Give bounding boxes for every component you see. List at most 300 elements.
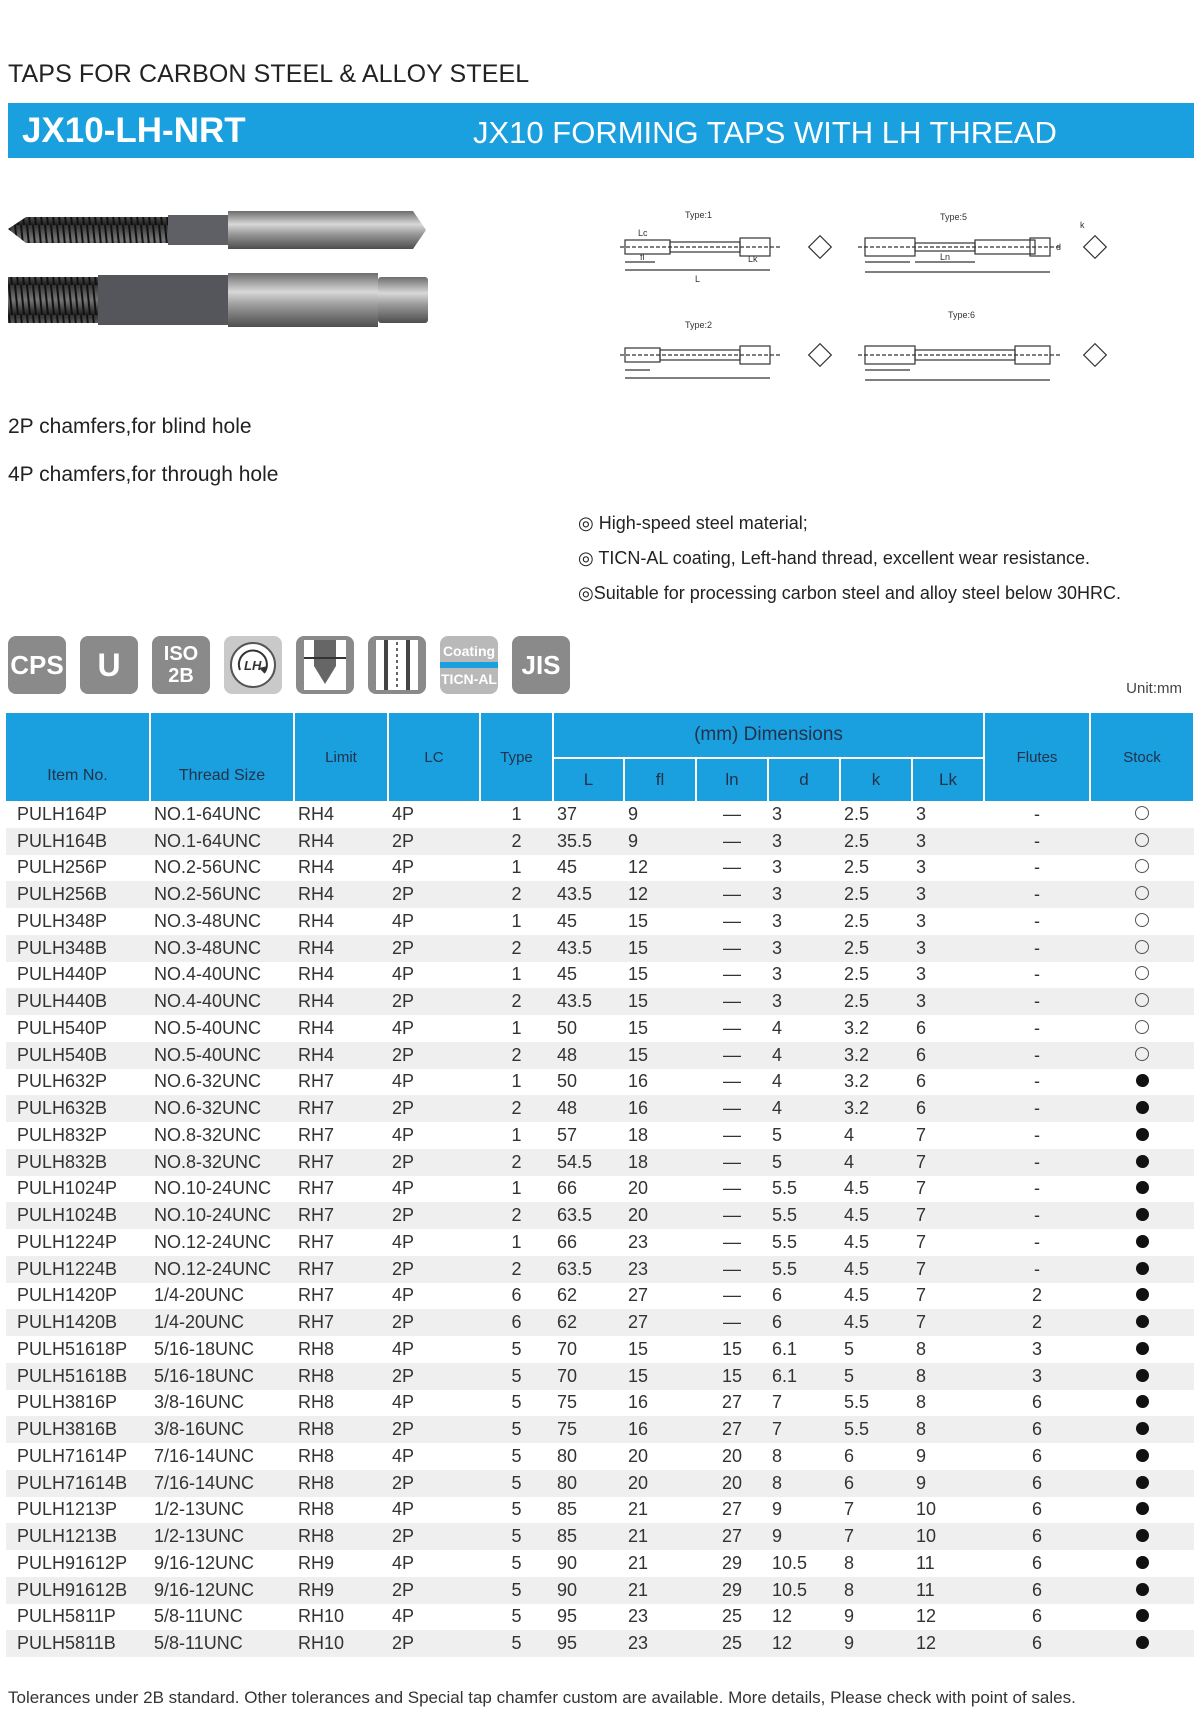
cell-dim-d: 4 [768, 1042, 840, 1069]
cell-type: 1 [511, 1071, 522, 1092]
dim-fl-label: fl [640, 252, 645, 262]
cell-dim-fl: 20 [628, 1178, 649, 1199]
cell-flutes: - [1034, 1178, 1041, 1199]
cell-dim-k: 2.5 [840, 881, 912, 908]
cell-dim-ln: — [723, 1017, 741, 1038]
coating-badge-bottom: TICN-AL [441, 671, 497, 687]
cell-flutes: 6 [1032, 1552, 1043, 1573]
cell-dim-lk: 12 [916, 1606, 937, 1627]
cell-limit: RH10 [294, 1630, 388, 1657]
cell-thread-size: NO.5-40UNC [150, 1042, 294, 1069]
cell-dim-k: 2.5 [844, 964, 870, 985]
cell-dim-k: 4.5 [844, 1231, 870, 1252]
cell-lc: 4P [392, 1338, 415, 1359]
cell-type: 5 [511, 1392, 522, 1413]
in-stock-icon [1136, 1181, 1149, 1194]
cell-dim-l: 35.5 [553, 828, 624, 855]
cell-dim-fl: 20 [624, 1202, 696, 1229]
cell-dim-k: 6 [844, 1445, 855, 1466]
cell-dim-d: 5.5 [768, 1202, 840, 1229]
cell-limit: RH8 [294, 1363, 388, 1390]
cell-dim-k: 3.2 [844, 1071, 870, 1092]
cell-limit: RH7 [298, 1178, 335, 1199]
cell-type: 1 [511, 1017, 522, 1038]
cell-dim-l: 62 [557, 1285, 578, 1306]
cell-item-no: PULH1224P [17, 1231, 118, 1252]
cell-limit: RH7 [294, 1202, 388, 1229]
cell-dim-lk: 7 [912, 1256, 984, 1283]
in-stock-icon [1136, 1422, 1149, 1435]
cell-lc: 4P [392, 964, 415, 985]
cell-dim-l: 80 [557, 1445, 578, 1466]
cell-type: 1 [511, 857, 522, 878]
on-order-icon [1135, 966, 1149, 980]
cell-dim-fl: 16 [628, 1392, 649, 1413]
cell-dim-lk: 3 [916, 857, 927, 878]
header-dim-d: d [768, 758, 840, 801]
cell-dim-lk: 6 [912, 1042, 984, 1069]
coating-badge-top: Coating [442, 643, 496, 659]
on-order-icon [1135, 913, 1149, 927]
iso-badge-bottom: 2B [168, 665, 194, 687]
cell-item-no: PULH832B [6, 1149, 150, 1176]
cell-dim-fl: 15 [624, 1363, 696, 1390]
cell-dim-ln: 27 [721, 1499, 743, 1520]
cell-dim-k: 2.5 [840, 828, 912, 855]
cell-flutes: - [1034, 1231, 1041, 1252]
cell-limit: RH8 [294, 1523, 388, 1550]
cell-dim-d: 3 [768, 935, 840, 962]
cell-dim-lk: 11 [916, 1552, 935, 1573]
cell-type: 1 [511, 910, 522, 931]
cell-dim-d: 5.5 [772, 1231, 798, 1252]
cell-lc: 2P [388, 1095, 480, 1122]
tolerance-footnote: Tolerances under 2B standard. Other tolerances and Special tap chamfer custom are available. More details, Please check with point of sales. [8, 1688, 1076, 1707]
cell-dim-l: 90 [557, 1552, 578, 1573]
cell-dim-k: 9 [844, 1606, 855, 1627]
cell-type: 5 [511, 1338, 522, 1359]
cell-item-no: PULH440P [17, 964, 108, 985]
header-item-no: Item No. [6, 713, 150, 801]
cell-dim-ln: 25 [696, 1630, 768, 1657]
in-stock-icon [1136, 1369, 1149, 1382]
cell-stock [1090, 1470, 1194, 1497]
cell-lc: 4P [392, 1445, 415, 1466]
cell-dim-lk: 8 [916, 1338, 927, 1359]
cell-stock [1090, 1604, 1194, 1631]
cell-stock [1090, 855, 1194, 882]
cell-flutes: 6 [1032, 1499, 1043, 1520]
cell-limit: RH4 [298, 1017, 335, 1038]
cell-flutes: - [1034, 1017, 1041, 1038]
cell-dim-fl: 9 [628, 803, 639, 824]
dim-d-label: d [1056, 242, 1062, 252]
cell-item-no: PULH1213B [6, 1523, 150, 1550]
cell-lc: 2P [388, 1630, 480, 1657]
cell-dim-ln: 29 [721, 1552, 743, 1573]
cell-dim-d: 7 [772, 1392, 783, 1413]
cell-limit: RH7 [298, 1285, 335, 1306]
cell-limit: RH4 [298, 910, 335, 931]
cell-dim-fl: 23 [628, 1606, 649, 1627]
cell-dim-d: 4 [772, 1071, 783, 1092]
cell-type: 2 [480, 1149, 553, 1176]
cell-lc: 4P [392, 1606, 415, 1627]
cell-item-no: PULH91612P [17, 1552, 128, 1573]
cell-lc: 2P [388, 1363, 480, 1390]
cell-thread-size: NO.2-56UNC [154, 857, 262, 878]
jis-badge [512, 636, 570, 694]
table-row [6, 1550, 1194, 1577]
cell-dim-l: 50 [557, 1071, 578, 1092]
cell-dim-l: 48 [553, 1095, 624, 1122]
blind-hole-note: 2P chamfers,for blind hole [8, 415, 252, 438]
cell-lc: 4P [392, 910, 415, 931]
cell-dim-ln: — [696, 881, 768, 908]
cell-stock [1090, 1256, 1194, 1283]
cell-item-no: PULH1224B [6, 1256, 150, 1283]
cell-thread-size: 1/4-20UNC [154, 1285, 245, 1306]
cell-flutes: - [984, 881, 1090, 908]
cell-limit: RH4 [294, 828, 388, 855]
table-row [6, 1470, 1194, 1497]
cell-lc: 4P [392, 1017, 415, 1038]
cell-dim-l: 85 [553, 1523, 624, 1550]
cell-lc: 2P [388, 1202, 480, 1229]
cell-dim-l: 75 [557, 1392, 578, 1413]
cell-item-no: PULH348B [6, 935, 150, 962]
in-stock-icon [1136, 1556, 1149, 1569]
cell-stock [1090, 962, 1194, 989]
in-stock-icon [1136, 1208, 1149, 1221]
cell-item-no: PULH832P [17, 1124, 108, 1145]
cell-dim-fl: 20 [628, 1445, 649, 1466]
cell-item-no: PULH5811P [17, 1606, 116, 1627]
cell-dim-d: 12 [772, 1606, 793, 1627]
cell-item-no: PULH91612B [6, 1577, 150, 1604]
cell-dim-lk: 3 [912, 828, 984, 855]
cell-dim-ln: 25 [721, 1606, 743, 1627]
table-row [6, 1443, 1194, 1470]
cell-lc: 4P [392, 1285, 415, 1306]
cell-stock [1090, 1015, 1194, 1042]
cell-type: 1 [511, 1124, 522, 1145]
table-row [6, 1095, 1194, 1122]
header-stock: Stock [1090, 713, 1194, 801]
cell-stock [1090, 1122, 1194, 1149]
cell-type: 1 [511, 1231, 522, 1252]
cell-stock [1090, 828, 1194, 855]
cell-dim-ln: — [723, 1071, 741, 1092]
cell-lc: 4P [392, 1071, 415, 1092]
cell-dim-k: 2.5 [840, 988, 912, 1015]
cell-lc: 2P [388, 935, 480, 962]
on-order-icon [1135, 993, 1149, 1007]
cell-dim-fl: 15 [628, 964, 649, 985]
cell-thread-size: 1/2-13UNC [154, 1499, 245, 1520]
dim-k-label: k [1080, 220, 1085, 230]
cell-dim-fl: 27 [628, 1285, 649, 1306]
cell-dim-l: 70 [553, 1363, 624, 1390]
cell-thread-size: NO.2-56UNC [150, 881, 294, 908]
cell-dim-fl: 16 [624, 1416, 696, 1443]
table-row [6, 1229, 1194, 1256]
cell-flutes: - [1034, 803, 1041, 824]
cell-lc: 4P [392, 1124, 415, 1145]
cell-limit: RH4 [294, 1042, 388, 1069]
cell-dim-lk: 10 [912, 1523, 984, 1550]
cell-type: 2 [480, 828, 553, 855]
cell-flutes: 3 [1032, 1338, 1043, 1359]
cell-dim-d: 10.5 [772, 1552, 808, 1573]
cell-item-no: PULH632B [6, 1095, 150, 1122]
cell-limit: RH8 [298, 1338, 335, 1359]
cell-flutes: 6 [1032, 1606, 1043, 1627]
cell-dim-d: 3 [772, 964, 783, 985]
cell-dim-ln: — [723, 803, 741, 824]
feature-bullet-material: ◎ High-speed steel material; [578, 513, 808, 533]
cell-dim-lk: 6 [916, 1071, 927, 1092]
cell-dim-d: 5.5 [768, 1256, 840, 1283]
cell-flutes: - [1034, 1071, 1041, 1092]
cell-item-no: PULH256B [6, 881, 150, 908]
cell-item-no: PULH1420B [6, 1309, 150, 1336]
cell-dim-d: 6 [768, 1309, 840, 1336]
cell-stock [1090, 988, 1194, 1015]
cell-limit: RH7 [298, 1231, 335, 1252]
cell-lc: 4P [392, 1552, 415, 1573]
cell-dim-l: 66 [557, 1231, 578, 1252]
cell-dim-fl: 20 [624, 1470, 696, 1497]
cell-thread-size: 3/8-16UNC [154, 1392, 245, 1413]
table-row [6, 1630, 1194, 1657]
in-stock-icon [1136, 1128, 1149, 1141]
cell-type: 5 [480, 1630, 553, 1657]
cell-dim-fl: 15 [624, 935, 696, 962]
cell-dim-k: 3.2 [844, 1017, 870, 1038]
cell-lc: 4P [392, 1231, 415, 1252]
cell-stock [1090, 1095, 1194, 1122]
header-dim-lk: Lk [912, 758, 984, 801]
cell-limit: RH4 [298, 964, 335, 985]
cell-dim-ln: — [696, 1256, 768, 1283]
cell-dim-fl: 27 [624, 1309, 696, 1336]
cell-limit: RH7 [298, 1071, 335, 1092]
cell-stock [1090, 1229, 1194, 1256]
cell-dim-l: 48 [553, 1042, 624, 1069]
dim-ln-label: Ln [940, 252, 951, 262]
cell-dim-l: 45 [557, 964, 578, 985]
cell-dim-ln: — [723, 1231, 741, 1252]
cell-dim-lk: 6 [916, 1017, 927, 1038]
cell-lc: 4P [392, 803, 415, 824]
cell-thread-size: 7/16-14UNC [150, 1470, 294, 1497]
dim-lc-label: Lc [638, 228, 648, 238]
cell-dim-fl: 12 [628, 857, 649, 878]
cell-type: 1 [511, 803, 522, 824]
cell-item-no: PULH1024P [17, 1178, 118, 1199]
table-row [6, 1577, 1194, 1604]
cell-type: 5 [480, 1577, 553, 1604]
cell-item-no: PULH440B [6, 988, 150, 1015]
cell-dim-lk: 8 [912, 1363, 984, 1390]
cell-dim-ln: — [696, 988, 768, 1015]
cell-item-no: PULH632P [17, 1071, 108, 1092]
jis-badge-label: JIS [521, 649, 561, 680]
cell-lc: 2P [388, 988, 480, 1015]
cell-dim-l: 63.5 [553, 1202, 624, 1229]
in-stock-icon [1136, 1262, 1149, 1275]
cell-flutes: - [984, 1202, 1090, 1229]
cell-dim-k: 3.2 [840, 1095, 912, 1122]
cell-dim-fl: 21 [624, 1577, 696, 1604]
cell-lc: 2P [388, 1577, 480, 1604]
table-row [6, 1149, 1194, 1176]
cell-dim-lk: 7 [912, 1149, 984, 1176]
cell-stock [1090, 1042, 1194, 1069]
cell-thread-size: NO.5-40UNC [154, 1017, 262, 1038]
cell-flutes: 2 [984, 1309, 1090, 1336]
cell-flutes: 6 [1032, 1445, 1043, 1466]
cell-limit: RH8 [294, 1470, 388, 1497]
cell-dim-ln: 27 [696, 1523, 768, 1550]
cell-dim-k: 2.5 [844, 803, 870, 824]
cell-limit: RH4 [294, 935, 388, 962]
cell-stock [1090, 1630, 1194, 1657]
cell-dim-fl: 18 [628, 1124, 649, 1145]
cell-dim-lk: 12 [912, 1630, 984, 1657]
cell-dim-fl: 21 [624, 1523, 696, 1550]
in-stock-icon [1136, 1502, 1149, 1515]
cell-limit: RH10 [298, 1606, 345, 1627]
cell-stock [1090, 1069, 1194, 1096]
u-badge-label: U [97, 646, 121, 683]
in-stock-icon [1136, 1155, 1149, 1168]
cell-stock [1090, 1390, 1194, 1417]
cell-dim-fl: 16 [624, 1095, 696, 1122]
cell-type: 2 [480, 1202, 553, 1229]
cell-dim-k: 2.5 [840, 935, 912, 962]
coating-badge [440, 636, 498, 694]
cell-dim-k: 7 [840, 1523, 912, 1550]
header-flutes: Flutes [984, 713, 1090, 801]
in-stock-icon [1136, 1449, 1149, 1462]
category-heading: TAPS FOR CARBON STEEL & ALLOY STEEL [8, 60, 530, 88]
cell-type: 2 [480, 881, 553, 908]
cell-type: 2 [480, 1256, 553, 1283]
cell-lc: 2P [388, 1042, 480, 1069]
cell-item-no: PULH71614P [17, 1445, 128, 1466]
cell-dim-d: 3 [768, 881, 840, 908]
cell-dim-ln: — [696, 1042, 768, 1069]
cell-dim-fl: 21 [628, 1499, 649, 1520]
table-row [6, 1042, 1194, 1069]
cell-dim-ln: — [723, 1285, 741, 1306]
in-stock-icon [1136, 1074, 1149, 1087]
cell-stock [1090, 935, 1194, 962]
cell-dim-d: 7 [768, 1416, 840, 1443]
cell-dim-fl: 15 [624, 988, 696, 1015]
cell-type: 2 [480, 988, 553, 1015]
cell-item-no: PULH540B [6, 1042, 150, 1069]
cell-dim-d: 6.1 [768, 1363, 840, 1390]
cell-lc: 4P [392, 857, 415, 878]
cell-dim-ln: — [696, 935, 768, 962]
header-dim-fl: fl [624, 758, 696, 801]
in-stock-icon [1136, 1235, 1149, 1248]
cell-dim-l: 43.5 [553, 935, 624, 962]
feature-bullet-coating: ◎ TICN-AL coating, Left-hand thread, excellent wear resistance. [578, 548, 1090, 568]
table-row [6, 1523, 1194, 1550]
cell-dim-l: 62 [553, 1309, 624, 1336]
cell-dim-d: 3 [768, 828, 840, 855]
cell-type: 5 [480, 1363, 553, 1390]
cell-dim-l: 80 [553, 1470, 624, 1497]
cell-dim-fl: 16 [628, 1071, 649, 1092]
cell-dim-d: 10.5 [768, 1577, 840, 1604]
dim-lk-label: Lk [748, 254, 758, 264]
cell-thread-size: 7/16-14UNC [154, 1445, 255, 1466]
table-row [6, 1309, 1194, 1336]
table-row [6, 1176, 1194, 1203]
cell-item-no: PULH348P [17, 910, 108, 931]
tap-product-photo [8, 195, 428, 330]
cell-limit: RH7 [294, 1095, 388, 1122]
table-row [6, 1256, 1194, 1283]
cell-limit: RH8 [298, 1445, 335, 1466]
cell-thread-size: NO.8-32UNC [150, 1149, 294, 1176]
on-order-icon [1135, 833, 1149, 847]
cell-dim-k: 4.5 [844, 1285, 870, 1306]
product-code: JX10-LH-NRT [22, 111, 246, 150]
type1-label: Type:1 [685, 210, 713, 220]
cell-stock [1090, 1283, 1194, 1310]
cell-dim-d: 8 [772, 1445, 783, 1466]
cell-flutes: - [1034, 910, 1041, 931]
dim-l-label: L [695, 274, 701, 284]
cell-dim-lk: 3 [916, 803, 927, 824]
cell-dim-lk: 10 [916, 1499, 937, 1520]
cell-flutes: 6 [984, 1416, 1090, 1443]
cell-item-no: PULH3816B [6, 1416, 150, 1443]
cell-dim-k: 8 [840, 1577, 912, 1604]
cell-thread-size: 9/16-12UNC [150, 1577, 294, 1604]
cell-dim-fl: 18 [624, 1149, 696, 1176]
cell-dim-k: 4.5 [840, 1309, 912, 1336]
cell-flutes: 6 [984, 1630, 1090, 1657]
table-row [6, 1363, 1194, 1390]
cell-item-no: PULH164P [17, 803, 108, 824]
cell-stock [1090, 1309, 1194, 1336]
cell-flutes: - [1034, 857, 1041, 878]
cell-type: 5 [480, 1523, 553, 1550]
cell-dim-k: 7 [844, 1499, 855, 1520]
cell-dim-l: 37 [557, 803, 578, 824]
header-dimensions: (mm) Dimensions [553, 713, 984, 758]
cell-dim-ln: — [696, 1149, 768, 1176]
cell-type: 2 [480, 1095, 553, 1122]
table-row [6, 801, 1194, 828]
header-lc: LC [388, 713, 480, 801]
cell-limit: RH4 [298, 857, 335, 878]
cell-thread-size: NO.3-48UNC [150, 935, 294, 962]
product-banner [8, 103, 1194, 158]
cell-limit: RH8 [298, 1392, 335, 1413]
cell-dim-lk: 7 [912, 1202, 984, 1229]
cell-dim-lk: 3 [912, 935, 984, 962]
table-row [6, 1336, 1194, 1363]
cell-type: 2 [480, 935, 553, 962]
